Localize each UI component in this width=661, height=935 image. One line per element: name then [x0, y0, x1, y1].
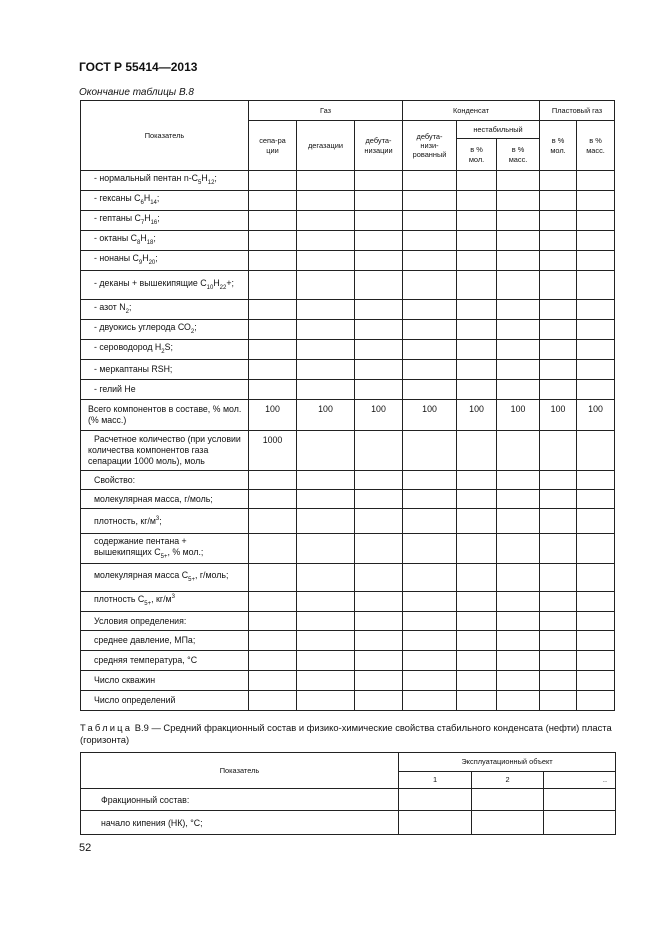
total-value: 100: [249, 400, 297, 431]
header-reservoir-mol: в % мол.: [540, 121, 577, 171]
header-degassing: дегазации: [297, 121, 355, 171]
header-gas: Газ: [249, 101, 403, 121]
page-number: 52: [79, 842, 92, 854]
b9-col-3: ..: [544, 772, 616, 789]
table-b9: [80, 752, 616, 835]
calc-value: 1000: [249, 431, 297, 471]
table-caption: Окончание таблицы В.8: [79, 87, 194, 98]
component-row-label: - нонаны $С_9Н_{20}$;: [81, 251, 249, 271]
b9-col-1: 1: [399, 772, 472, 789]
conditions-label: Условия определения:: [81, 612, 249, 631]
component-row-label: - двуокись углерода $СО_2$;: [81, 320, 249, 340]
b9-header-object: Эксплуатационный объект: [399, 753, 616, 772]
header-condensate: Конденсат: [403, 101, 540, 121]
table-b8: [80, 100, 615, 711]
header-debutanized: дебута-низи-рованный: [403, 121, 457, 171]
avg-temp-label: средняя температура, °С: [81, 651, 249, 671]
component-row-label: - гексаны $С_6Н_{14}$;: [81, 191, 249, 211]
component-row-label: - сероводород $Н_2S$;: [81, 340, 249, 360]
header-debutanization: дебута-низации: [355, 121, 403, 171]
density-c5-label: плотность $С_{5+}$, $кг/м^3$: [81, 592, 249, 612]
total-value: 100: [540, 400, 577, 431]
b9-col-2: 2: [472, 772, 544, 789]
document-header: ГОСТ Р 55414—2013: [79, 60, 198, 74]
component-row-label: - деканы + вышекипящие $С_{10}Н_{22}+$;: [81, 271, 249, 300]
property-label: Свойство:: [81, 471, 249, 490]
header-unstable-mol: в % мол.: [457, 139, 497, 171]
pentane-label: содержание пентана + вышекипящих $С_{5+}$, % мол.;: [81, 534, 249, 564]
total-label: Всего компонентов в составе, % мол. (% масс.): [81, 400, 249, 431]
component-row-label: - гептаны $С_7Н_{16}$;: [81, 211, 249, 231]
header-unstable: нестабильный: [457, 121, 540, 139]
b9-row-boiling-start: начало кипения (НК), °С;: [81, 811, 399, 835]
total-value: 100: [297, 400, 355, 431]
component-row-label: - октаны $С_8Н_{18}$;: [81, 231, 249, 251]
header-unstable-mass: в % масс.: [497, 139, 540, 171]
total-value: 100: [355, 400, 403, 431]
molar-mass-label: молекулярная масса, г/моль;: [81, 490, 249, 509]
header-separation: сепа-рации: [249, 121, 297, 171]
b9-row-fractional: Фракционный состав:: [81, 789, 399, 811]
molar-mass-c5-label: молекулярная масса $С_{5+}$, г/моль;: [81, 564, 249, 592]
component-row-label: - гелий Не: [81, 380, 249, 400]
calc-label: Расчетное количество (при условии количества компонентов газа сепарации 1000 моль), моль: [81, 431, 249, 471]
table-b9-caption: Таблица В.9 — Средний фракционный состав и физико-химические свойства стабильного конденсата (нефти) пласта (горизонта): [80, 722, 612, 746]
total-value: 100: [577, 400, 615, 431]
total-value: 100: [457, 400, 497, 431]
component-row-label: - азот $N_2$;: [81, 300, 249, 320]
density-label: плотность, $кг/м^3$;: [81, 509, 249, 534]
component-row-label: - нормальный пентан $n-С_5Н_{12}$;: [81, 171, 249, 191]
wells-label: Число скважин: [81, 671, 249, 691]
b9-header-indicator: Показатель: [81, 753, 399, 789]
header-reservoir-mass: в % масс.: [577, 121, 615, 171]
header-indicator: Показатель: [81, 101, 249, 171]
header-reservoir-gas: Пластовый газ: [540, 101, 615, 121]
total-value: 100: [403, 400, 457, 431]
component-row-label: - меркаптаны RSH;: [81, 360, 249, 380]
determinations-label: Число определений: [81, 691, 249, 711]
avg-pressure-label: среднее давление, МПа;: [81, 631, 249, 651]
total-value: 100: [497, 400, 540, 431]
